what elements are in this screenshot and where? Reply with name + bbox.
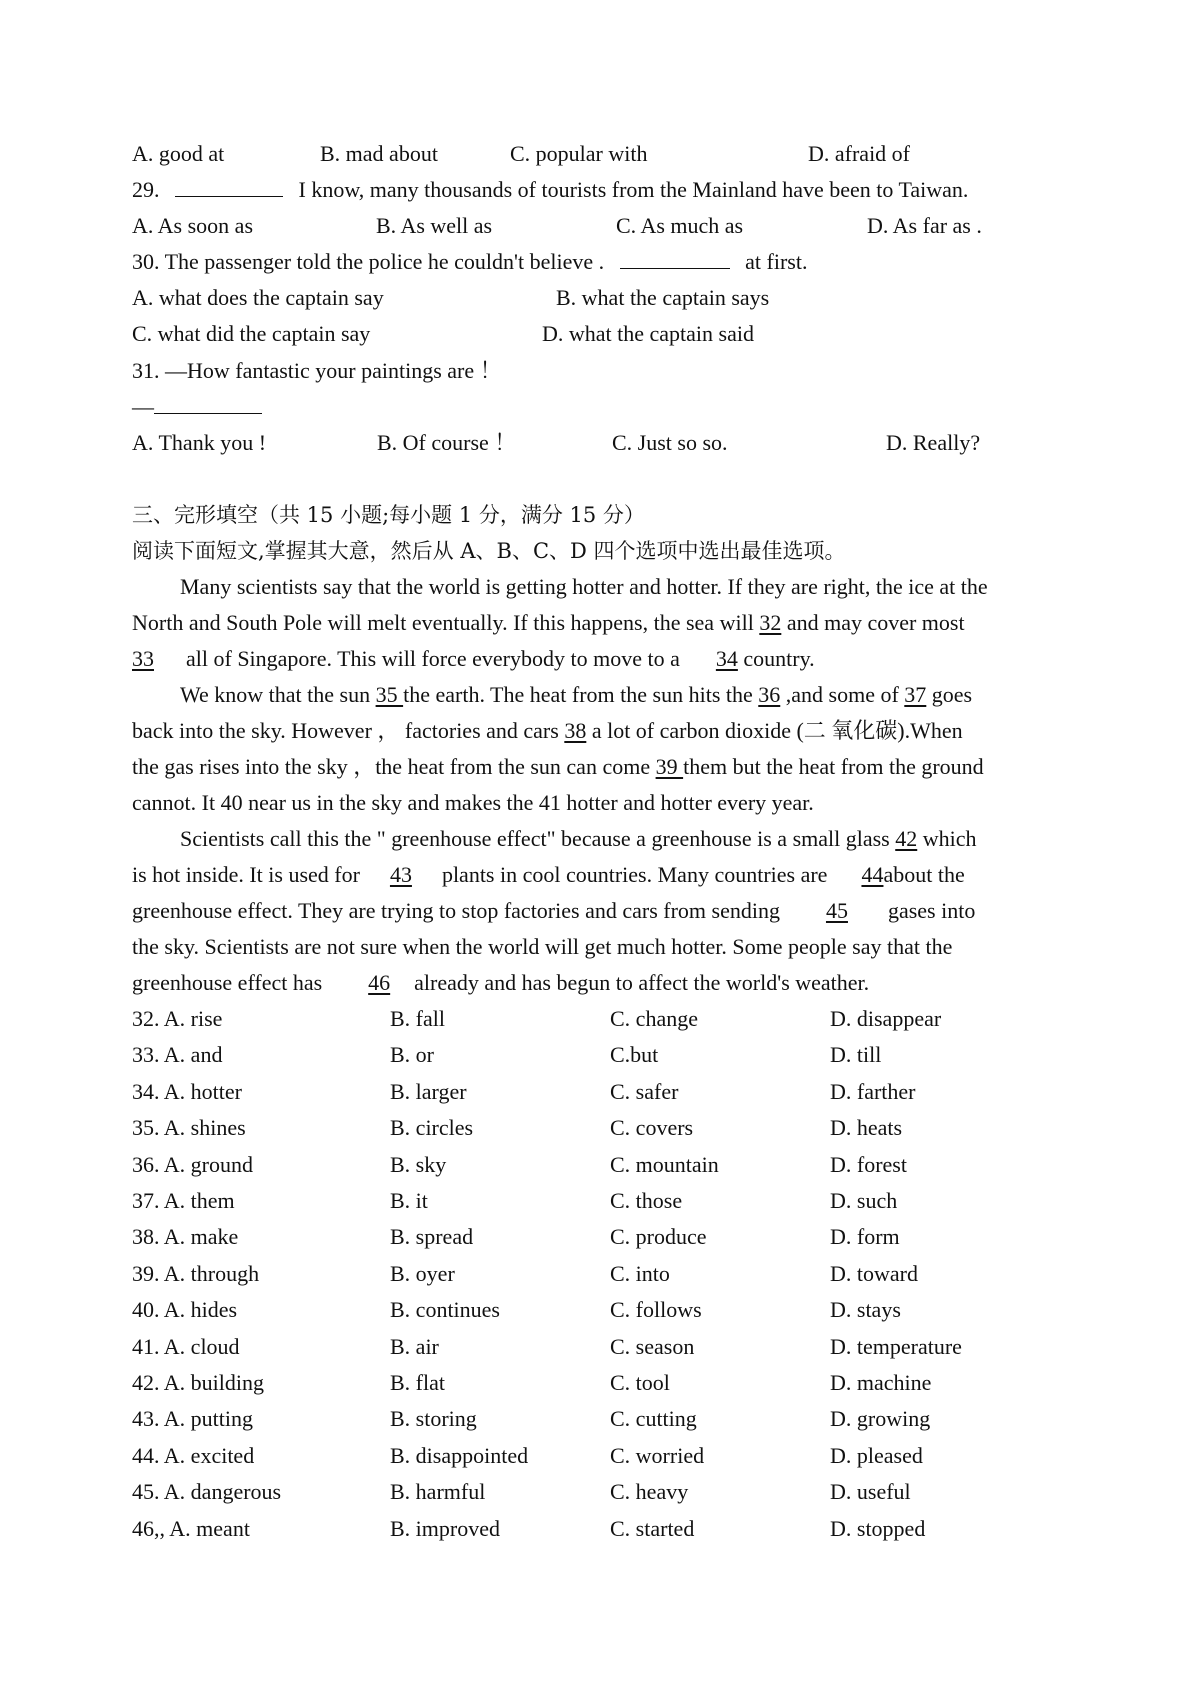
- q31-question: 31. —How fantastic your paintings are ！: [132, 358, 502, 383]
- q31-dash: —: [132, 394, 154, 419]
- answer-option-c: C. heavy: [610, 1479, 689, 1504]
- q29-option-a: A. As soon as: [132, 213, 254, 238]
- answer-option-a: 42. A. building: [132, 1370, 265, 1395]
- passage-text: all of Singapore. This will force everybody to move to a: [186, 646, 680, 671]
- passage-text: We know that the sun: [180, 682, 376, 707]
- answer-option-d: D. heats: [830, 1115, 903, 1140]
- q30-question: [132, 245, 1082, 279]
- answer-option-b: B. storing: [390, 1406, 477, 1431]
- passage-text: the earth. The heat from the sun hits the: [403, 682, 759, 707]
- blank-43: 43: [389, 862, 412, 887]
- answer-option-b: B. or: [390, 1042, 434, 1067]
- q28-option-d: D. afraid of: [808, 141, 911, 166]
- answer-option-c: C. those: [610, 1188, 683, 1213]
- passage-p2-line3: [132, 750, 1082, 784]
- q30-answer-blank: [620, 246, 730, 269]
- passage-p3-line2: [132, 858, 1082, 892]
- passage-p3-line3: [132, 894, 1082, 928]
- q31-option-c: C. Just so so.: [612, 430, 728, 455]
- answer-option-d: D. stopped: [830, 1516, 926, 1541]
- blank-46: 46: [368, 970, 391, 995]
- answer-option-d: D. till: [830, 1042, 882, 1067]
- answer-option-a: 40. A. hides: [132, 1297, 238, 1322]
- answer-option-a: 45. A. dangerous: [132, 1479, 282, 1504]
- q31-option-a: A. Thank you !: [132, 430, 267, 455]
- passage-p3-line5: [132, 966, 1082, 1000]
- blank-34: 34: [715, 646, 738, 671]
- answer-option-b: B. flat: [390, 1370, 445, 1395]
- blank-42: 42: [895, 826, 918, 851]
- answer-option-a: 44. A. excited: [132, 1443, 255, 1468]
- answer-option-c: C. started: [610, 1516, 695, 1541]
- answer-option-a: 46,, A. meant: [132, 1516, 250, 1541]
- passage-text: country.: [737, 646, 815, 671]
- answer-option-d: D. forest: [830, 1152, 907, 1177]
- answer-option-d: D. such: [830, 1188, 898, 1213]
- section3-heading: 三、完形填空（共 15 小题;每小题 1 分，满分 15 分）: [132, 503, 645, 527]
- q30-option-c: C. what did the captain say: [132, 321, 371, 346]
- passage-text: North and South Pole will melt eventually. If this happens, the sea will: [132, 610, 760, 635]
- answer-option-d: D. toward: [830, 1261, 918, 1286]
- passage-p2-line2: [132, 714, 1082, 748]
- answer-option-b: B. circles: [390, 1115, 474, 1140]
- q28-option-c: C. popular with: [510, 141, 648, 166]
- q31-option-b: B. Of course ！: [377, 430, 517, 455]
- answer-option-c: C. produce: [610, 1224, 707, 1249]
- q29-question: [132, 173, 1082, 207]
- answer-option-b: B. spread: [390, 1224, 474, 1249]
- answer-option-d: D. form: [830, 1224, 900, 1249]
- answer-option-d: D. temperature: [830, 1334, 962, 1359]
- blank-38: 38: [564, 718, 587, 743]
- answer-option-c: C.but: [610, 1042, 659, 1067]
- passage-text: Scientists call this the " greenhouse effect" because a greenhouse is a small glass: [180, 826, 896, 851]
- answer-option-a: 39. A. through: [132, 1261, 260, 1286]
- answer-option-c: C. mountain: [610, 1152, 719, 1177]
- passage-p3-line1: [180, 822, 1130, 856]
- passage-text: and may cover most: [781, 610, 965, 635]
- blank-44: 44: [861, 862, 884, 887]
- passage-p2-line4: cannot. It 40 near us in the sky and makes the 41 hotter and hotter every year.: [132, 790, 814, 815]
- q30-text-after: at first.: [745, 249, 808, 274]
- passage-text: about the: [883, 862, 965, 887]
- answer-option-a: 41. A. cloud: [132, 1334, 240, 1359]
- q29-option-b: B. As well as: [376, 213, 493, 238]
- answer-option-b: B. air: [390, 1334, 439, 1359]
- answer-option-a: 35. A. shines: [132, 1115, 246, 1140]
- passage-text: them but the heat from the ground: [683, 754, 984, 779]
- passage-p1-line2: [132, 606, 1082, 640]
- q29-option-c: C. As much as: [616, 213, 744, 238]
- q29-number: 29.: [132, 177, 160, 202]
- passage-text: which: [917, 826, 977, 851]
- answer-option-b: B. disappointed: [390, 1443, 529, 1468]
- passage-text: greenhouse effect. They are trying to stop factories and cars from sending: [132, 898, 780, 923]
- answer-option-d: D. useful: [830, 1479, 911, 1504]
- passage-text: back into the sky. However ， factories and cars: [132, 718, 565, 743]
- blank-33: 33: [132, 646, 154, 671]
- passage-p2-line1: [180, 678, 1130, 712]
- passage-p1-line3: [132, 642, 1082, 676]
- q30-option-a: A. what does the captain say: [132, 285, 384, 310]
- answer-option-a: 34. A. hotter: [132, 1079, 242, 1104]
- q29-option-d: D. As far as .: [867, 213, 982, 238]
- answer-option-a: 38. A. make: [132, 1224, 239, 1249]
- answer-option-c: C. follows: [610, 1297, 702, 1322]
- answer-option-b: B. improved: [390, 1516, 500, 1541]
- q29-text: I know, many thousands of tourists from the Mainland have been to Taiwan.: [298, 177, 969, 202]
- answer-option-a: 37. A. them: [132, 1188, 235, 1213]
- q30-option-d: D. what the captain said: [542, 321, 754, 346]
- blank-32: 32: [759, 610, 782, 635]
- answer-option-c: C. cutting: [610, 1406, 697, 1431]
- answer-option-c: C. change: [610, 1006, 698, 1031]
- answer-option-c: C. worried: [610, 1443, 705, 1468]
- blank-37: 37: [904, 682, 927, 707]
- answer-option-b: B. oyer: [390, 1261, 455, 1286]
- answer-option-a: 33. A. and: [132, 1042, 223, 1067]
- answer-option-b: B. harmful: [390, 1479, 486, 1504]
- answer-option-d: D. machine: [830, 1370, 932, 1395]
- passage-p3-line4: the sky. Scientists are not sure when the world will get much hotter. Some people say that the: [132, 934, 953, 959]
- blank-39: 39: [655, 754, 684, 779]
- answer-option-d: D. farther: [830, 1079, 916, 1104]
- answer-option-c: C. safer: [610, 1079, 679, 1104]
- blank-35: 35: [375, 682, 404, 707]
- passage-text: plants in cool countries. Many countries are: [441, 862, 828, 887]
- answer-option-a: 32. A. rise: [132, 1006, 223, 1031]
- q31-option-d: D. Really?: [886, 430, 981, 455]
- q28-option-b: B. mad about: [320, 141, 438, 166]
- passage-text: already and has begun to affect the world's weather.: [414, 970, 870, 995]
- q28-option-a: A. good at: [132, 141, 225, 166]
- passage-text: the gas rises into the sky ，the heat from the sun can come: [132, 754, 656, 779]
- q29-answer-blank: [175, 174, 283, 197]
- blank-45: 45: [825, 898, 848, 923]
- answer-option-d: D. disappear: [830, 1006, 942, 1031]
- answer-option-b: B. continues: [390, 1297, 500, 1322]
- answer-option-d: D. pleased: [830, 1443, 923, 1468]
- answer-option-b: B. sky: [390, 1152, 447, 1177]
- answer-option-b: B. fall: [390, 1006, 445, 1031]
- answer-option-c: C. into: [610, 1261, 670, 1286]
- answer-option-a: 43. A. putting: [132, 1406, 254, 1431]
- passage-p1-line1: Many scientists say that the world is getting hotter and hotter. If they are right, the ice at the: [180, 574, 988, 599]
- q31-reply: [132, 390, 1082, 424]
- answer-option-d: D. stays: [830, 1297, 901, 1322]
- answer-option-c: C. season: [610, 1334, 695, 1359]
- passage-text: greenhouse effect has: [132, 970, 323, 995]
- passage-text: ,and some of: [780, 682, 905, 707]
- passage-text: a lot of carbon dioxide (二 氧化碳).When: [586, 718, 963, 743]
- answer-option-b: B. larger: [390, 1079, 467, 1104]
- q30-option-b: B. what the captain says: [556, 285, 770, 310]
- passage-text: goes: [926, 682, 973, 707]
- answer-option-c: C. covers: [610, 1115, 694, 1140]
- blank-36: 36: [758, 682, 781, 707]
- q31-answer-blank: [154, 391, 262, 414]
- passage-text: gases into: [887, 898, 976, 923]
- answer-option-c: C. tool: [610, 1370, 670, 1395]
- answer-option-b: B. it: [390, 1188, 428, 1213]
- answer-option-a: 36. A. ground: [132, 1152, 253, 1177]
- section3-instruction: 阅读下面短文,掌握其大意，然后从 A、B、C、D 四个选项中选出最佳选项。: [132, 539, 846, 563]
- passage-text: is hot inside. It is used for: [132, 862, 360, 887]
- answer-option-d: D. growing: [830, 1406, 931, 1431]
- q30-text-before: 30. The passenger told the police he couldn't believe .: [132, 249, 605, 274]
